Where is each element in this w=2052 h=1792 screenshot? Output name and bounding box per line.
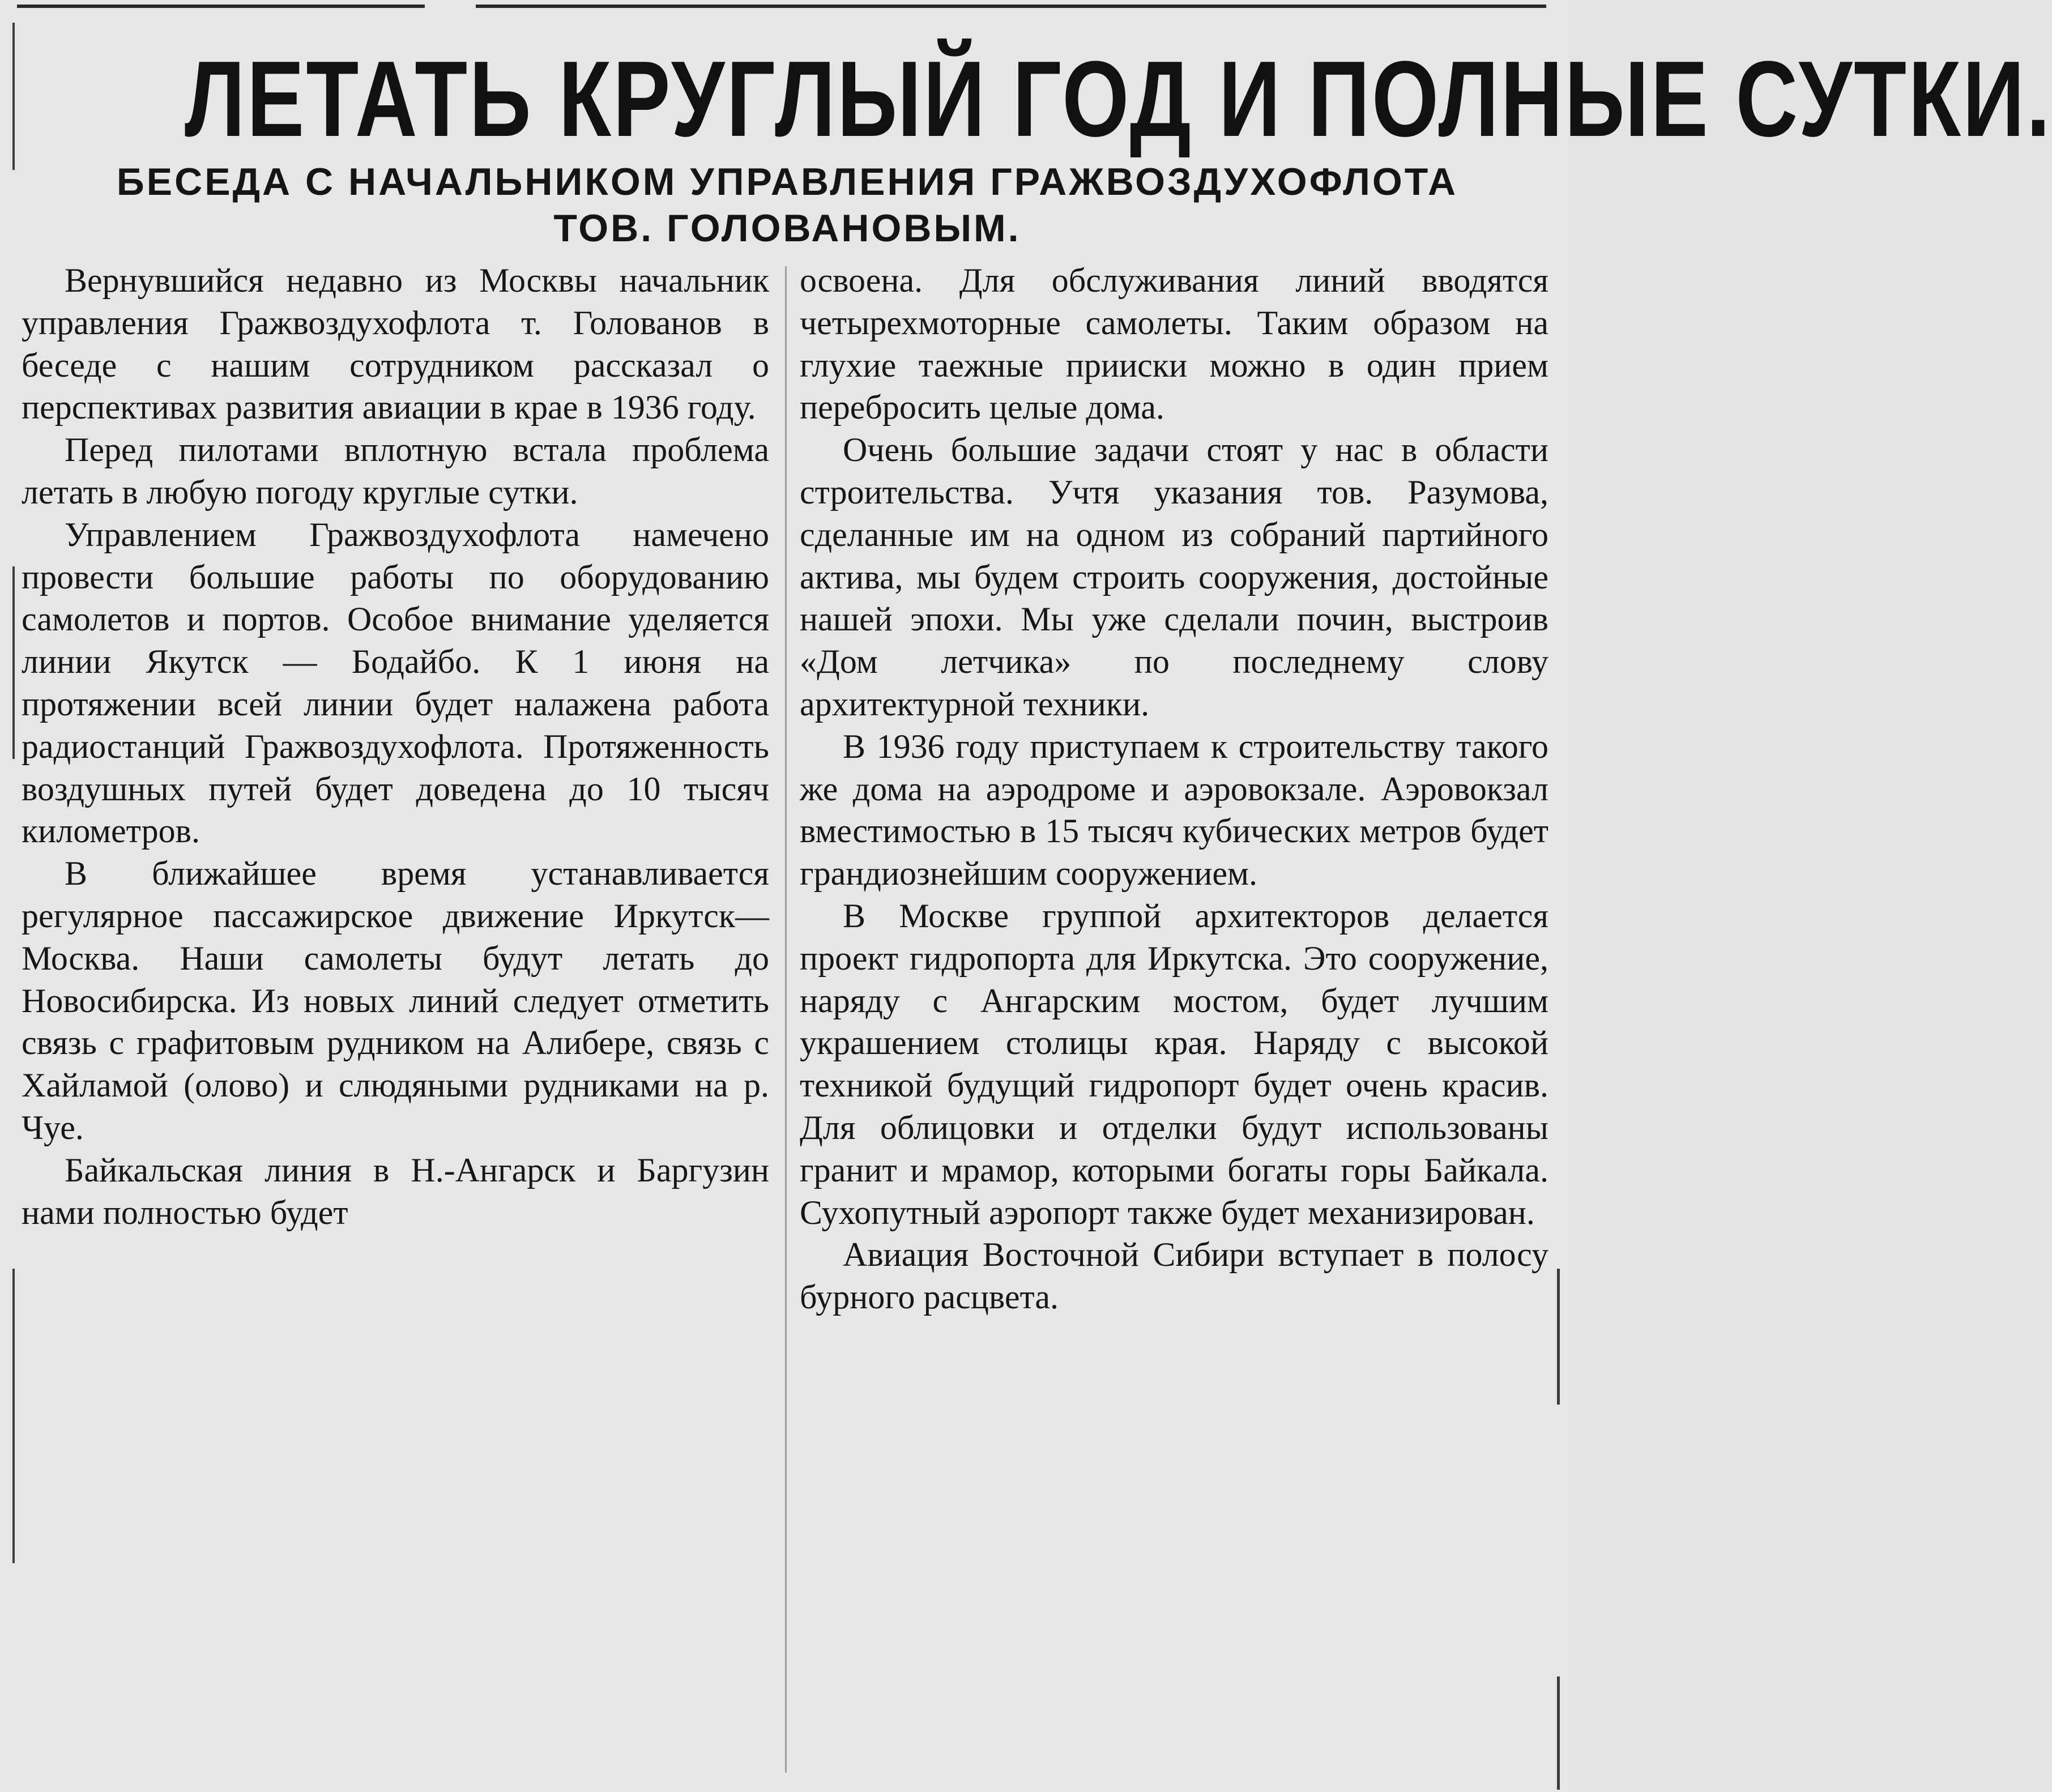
- right-border-rule-bottom: [1557, 1676, 1560, 1790]
- paragraph: В 1936 году приступаем к строительству такого же дома на аэродроме и аэровокзале. Аэровокзал вместимостью в 15 тысяч кубических метров будет грандиознейшим сооружением.: [800, 727, 1548, 893]
- paragraph: Вернувшийся недавно из Москвы начальник управления Гражвоздухофлота т. Голованов в беседе с нашим сотрудником рассказал о перспективах развития авиации в крае в 1936 году.: [22, 262, 769, 426]
- left-border-rule-upper: [12, 23, 15, 170]
- left-border-rule-lower: [12, 1269, 15, 1563]
- paragraph: Перед пилотами вплотную встала проблема летать в любую погоду круглые сутки.: [22, 431, 769, 511]
- paragraph: Управлением Гражвоздухофлота намечено провести большие работы по оборудованию самолетов и портов. Особое внимание уделяется линии Якутск — Бодайбо. К 1 июня на протяжении всей линии будет налажена работа радиостанций Гражвоздухофлота. Протяженность воздушных путей будет доведена до 10 тысяч километров.: [22, 515, 769, 850]
- paragraph: Очень большие задачи стоят у нас в области строительства. Учтя указания тов. Разумова, сделанные им на одном из собраний партийного актива, мы будем строить сооружения, достойные нашей эпохи. Мы уже сделали почин, выстроив «Дом летчика» по последнему слову архитектурной техники.: [800, 431, 1548, 723]
- paragraph: В Москве группой архитекторов делается проект гидропорта для Иркутска. Это сооружение, наряду с Ангарским мостом, будет лучшим украшением столицы края. Наряду с высокой техникой будущий гидропорт будет очень красив. Для облицовки и отделки будут использованы гранит и мрамор, которыми богаты горы Байкала. Сухопутный аэропорт также будет механизирован.: [800, 897, 1548, 1231]
- article-headline: ЛЕТАТЬ КРУГЛЫЙ ГОД И ПОЛНЫЕ СУТКИ.: [185, 39, 2052, 159]
- article-column-right: [800, 259, 1548, 1319]
- subheadline-line-1: БЕСЕДА С НАЧАЛЬНИКОМ УПРАВЛЕНИЯ ГРАЖВОЗДУХОФЛОТА: [116, 160, 1458, 203]
- paragraph: Байкальская линия в Н.-Ангарск и Баргузин нами полностью будет: [22, 1151, 769, 1231]
- article-subheadline: [23, 159, 1552, 251]
- column-divider: [785, 266, 787, 1773]
- paragraph: В ближайшее время устанавливается регулярное пассажирское движение Иркутск—Москва. Наши самолеты будут летать до Новосибирска. Из новых линий следует отметить связь с графитовым рудником на Алибере, связь с Хайламой (олово) и слюдяными рудниками на р. Чуе.: [22, 855, 769, 1146]
- top-border-rule-right: [476, 5, 1546, 8]
- paragraph-continued: освоена. Для обслуживания линий вводятся четырехмоторные самолеты. Таким образом на глухие таежные прииски можно в один прием перебросить целые дома.: [800, 262, 1548, 426]
- left-border-rule-middle: [12, 566, 15, 759]
- paragraph: Авиация Восточной Сибири вступает в полосу бурного расцвета.: [800, 1236, 1548, 1316]
- article-column-left: [22, 259, 769, 1234]
- subheadline-line-2: ТОВ. ГОЛОВАНОВЫМ.: [553, 207, 1021, 250]
- right-border-rule: [1557, 1269, 1560, 1405]
- top-border-rule-left: [17, 5, 425, 8]
